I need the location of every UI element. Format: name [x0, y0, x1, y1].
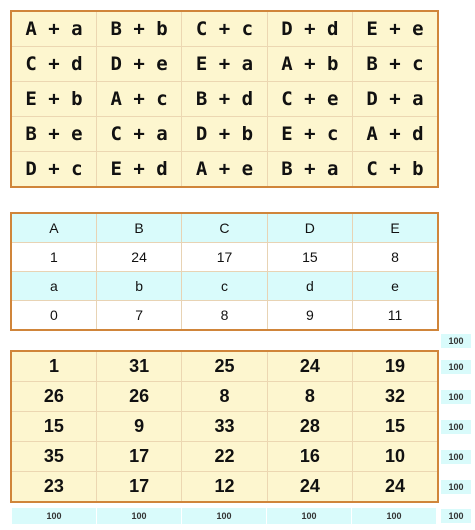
column-sum-label: 100 [182, 508, 266, 524]
latin-square-cell: E + e [353, 11, 438, 47]
magic-square-cell: 10 [353, 442, 438, 472]
latin-square-cell: D + c [11, 152, 96, 188]
magic-square-cell: 24 [267, 472, 352, 503]
upper-letter-cell: C [182, 213, 267, 243]
upper-letter-cell: A [11, 213, 96, 243]
column-sum-label: 100 [97, 508, 181, 524]
lower-letter-cell: a [11, 272, 96, 301]
latin-square-cell: B + c [353, 47, 438, 82]
latin-square-cell: C + e [267, 82, 352, 117]
magic-square-cell: 24 [353, 472, 438, 503]
row-sum-label: 100 [441, 360, 471, 374]
lower-value-cell: 11 [353, 301, 438, 331]
latin-square-cell: C + d [11, 47, 96, 82]
lower-value-cell: 7 [96, 301, 181, 331]
upper-letter-cell: E [353, 213, 438, 243]
upper-letters-row [11, 213, 438, 243]
latin-square-cell: A + c [96, 82, 181, 117]
upper-value-cell: 24 [96, 243, 181, 272]
magic-square-cell: 1 [11, 351, 96, 382]
row-sum-label: 100 [441, 480, 471, 494]
latin-square-cell: E + a [182, 47, 267, 82]
magic-square-cell: 26 [11, 382, 96, 412]
lower-values-row [11, 301, 438, 331]
magic-square-row [11, 472, 438, 503]
latin-square-cell: A + e [182, 152, 267, 188]
lower-letter-cell: d [267, 272, 352, 301]
latin-square-row [11, 82, 438, 117]
latin-square-cell: B + e [11, 117, 96, 152]
magic-square-cell: 32 [353, 382, 438, 412]
latin-square-row [11, 47, 438, 82]
latin-square-cell: D + d [267, 11, 352, 47]
magic-square-cell: 24 [267, 351, 352, 382]
latin-square-table [10, 10, 439, 188]
magic-square-cell: 28 [267, 412, 352, 442]
column-sum-label: 100 [267, 508, 351, 524]
upper-value-cell: 17 [182, 243, 267, 272]
magic-square-cell: 15 [11, 412, 96, 442]
upper-value-cell: 1 [11, 243, 96, 272]
latin-square-cell: B + d [182, 82, 267, 117]
latin-square-row [11, 152, 438, 188]
magic-square-cell: 31 [96, 351, 181, 382]
lower-letter-cell: e [353, 272, 438, 301]
latin-square-cell: B + a [267, 152, 352, 188]
column-sum-label: 100 [12, 508, 96, 524]
latin-square-row [11, 11, 438, 47]
magic-square-cell: 12 [182, 472, 267, 503]
magic-square-cell: 26 [96, 382, 181, 412]
magic-square-cell: 19 [353, 351, 438, 382]
lower-value-cell: 8 [182, 301, 267, 331]
latin-square-cell: C + c [182, 11, 267, 47]
magic-square-row [11, 351, 438, 382]
latin-square-cell: C + b [353, 152, 438, 188]
latin-square-cell: D + b [182, 117, 267, 152]
latin-square-cell: E + c [267, 117, 352, 152]
magic-square-cell: 16 [267, 442, 352, 472]
row-sum-label: 100 [441, 450, 471, 464]
magic-square-row [11, 412, 438, 442]
magic-square-row [11, 382, 438, 412]
magic-square-cell: 35 [11, 442, 96, 472]
corner-sum-label: 100 [441, 509, 471, 523]
upper-values-row [11, 243, 438, 272]
diagonal-sum-label: 100 [441, 334, 471, 348]
magic-square-cell: 33 [182, 412, 267, 442]
lower-value-cell: 9 [267, 301, 352, 331]
magic-square-cell: 17 [96, 442, 181, 472]
magic-square-cell: 8 [267, 382, 352, 412]
magic-square-cell: 9 [96, 412, 181, 442]
lower-letters-row [11, 272, 438, 301]
lower-letter-cell: b [96, 272, 181, 301]
row-sum-label: 100 [441, 420, 471, 434]
latin-square-cell: A + d [353, 117, 438, 152]
column-sum-label: 100 [352, 508, 436, 524]
row-sum-label: 100 [441, 390, 471, 404]
latin-square-cell: D + a [353, 82, 438, 117]
magic-square-cell: 25 [182, 351, 267, 382]
magic-square-cell: 23 [11, 472, 96, 503]
magic-square-cell: 22 [182, 442, 267, 472]
letter-values-table [10, 212, 439, 331]
magic-square-cell: 15 [353, 412, 438, 442]
lower-letter-cell: c [182, 272, 267, 301]
upper-value-cell: 8 [353, 243, 438, 272]
latin-square-cell: A + a [11, 11, 96, 47]
latin-square-cell: E + b [11, 82, 96, 117]
latin-square-cell: A + b [267, 47, 352, 82]
upper-letter-cell: B [96, 213, 181, 243]
lower-value-cell: 0 [11, 301, 96, 331]
latin-square-cell: C + a [96, 117, 181, 152]
latin-square-cell: B + b [96, 11, 181, 47]
upper-value-cell: 15 [267, 243, 352, 272]
magic-square-cell: 8 [182, 382, 267, 412]
latin-square-row [11, 117, 438, 152]
latin-square-cell: D + e [96, 47, 181, 82]
latin-square-cell: E + d [96, 152, 181, 188]
upper-letter-cell: D [267, 213, 352, 243]
magic-square-table [10, 350, 439, 503]
magic-square-row [11, 442, 438, 472]
magic-square-cell: 17 [96, 472, 181, 503]
